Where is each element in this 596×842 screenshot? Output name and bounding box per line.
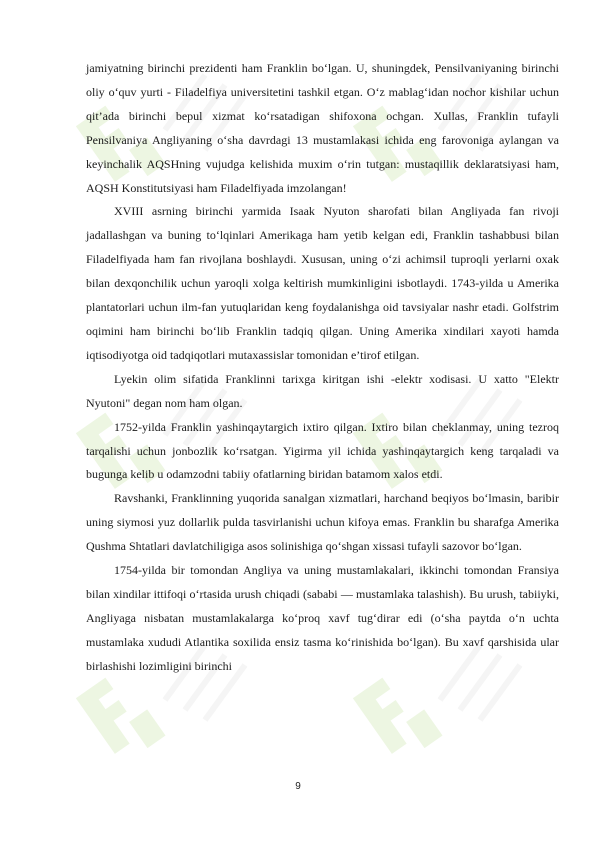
paragraph: Lyekin olim sifatida Franklinni tarixga kiritgan ishi -elektr xodisasi. U xatto "Elektr Nyutoni" degan nom ham olgan. (86, 371, 559, 410)
paragraph: XVIII asrning birinchi yarmida Isaak Nyuton sharofati bilan Angliyada fan rivoji jadallashgan va buning to‘lqinlari Amerikaga ham yetib kelgan edi, Franklin tashabbusi bilan Filadelfiyada ham fan rivojlana boshlaydi. Xususan, uning o‘zi achimsil tuproqli yerlarni oxak bilan dexqonchilik uchun yaroqli xolga keltirish mumkinligini isbotlaydi. 1743-yilda u Amerika plantatorlari uchun ilm-fan yutuqlaridan keng foydalanishga oid tavsiyalar nashr etadi. Golfstrim oqimini ham birinchi bo‘lib Franklin tadqiq qilgan. Uning Amerika xindilari xayoti hamda iqtisodiyotga oid tadqiqotlari mutaxassislar tomonidan e’tirof etilgan. (86, 204, 559, 362)
watermark-logo-icon (76, 668, 166, 765)
page-body (86, 57, 559, 679)
paragraph: Ravshanki, Franklinning yuqorida sanalgan xizmatlari, harchand beqiyos bo‘lmasin, baribir uning siymosi yuz dollarlik pulda tasvirlanishi uchun kifoya emas. Franklin bu sharafga Amerika Qushma Shtatlari davlatchiligiga asos solinishiga qo‘shgan xissasi tufayli sazovor bo‘lgan. (86, 491, 559, 554)
paragraph: 1752-yilda Franklin yashinqaytargich ixtiro qilgan. Ixtiro bilan cheklanmay, uning tezroq tarqalishi uchun jonbozlik ko‘rsatgan. Yigirma yil ichida yashinqaytargich keng tarqaladi va bugunga kelib u odamzodni tabiiy ofatlarning biridan batamom xalos etdi. (86, 419, 559, 482)
watermark-logo-icon (353, 668, 443, 765)
paragraph: jamiyatning birinchi prezidenti ham Franklin bo‘lgan. U, shuningdek, Pensilvaniyaning birinchi oliy o‘quv yurti - Filadelfiya universitetini tashkil etgan. O‘z mablag‘idan nochor kishilar uchun qit’ada birinchi bepul xizmat ko‘rsatadigan shifoxona ochgan. Xullas, Franklin tufayli Pensilvaniya Angliyaning o‘sha davrdagi 13 mustamlakasi ichida eng farovoniga aylangan va keyinchalik AQSHning vujudga kelishida muxim o‘rin tutgan: mustaqillik deklaratsiyasi ham, AQSH Konstitutsiyasi ham Filadelfiyada imzolangan! (86, 61, 559, 195)
page-number: 9 (295, 781, 301, 792)
paragraph: 1754-yilda bir tomondan Angliya va uning mustamlakalari, ikkinchi tomondan Fransiya bilan xindilar ittifoqi o‘rtasida urush chiqadi (sababi — mustamlaka talashish). Bu urush, tabiiyki, Angliyaga nisbatan mustamlakalarga ko‘proq xavf tug‘dirar edi (o‘sha paytda o‘n uchta mustamlaka xududi Atlantika soxilida ensiz tasma ko‘rinishida bo‘lgan). Bu xavf qarshisida ular birlashishi lozimligini birinchi (86, 563, 559, 673)
